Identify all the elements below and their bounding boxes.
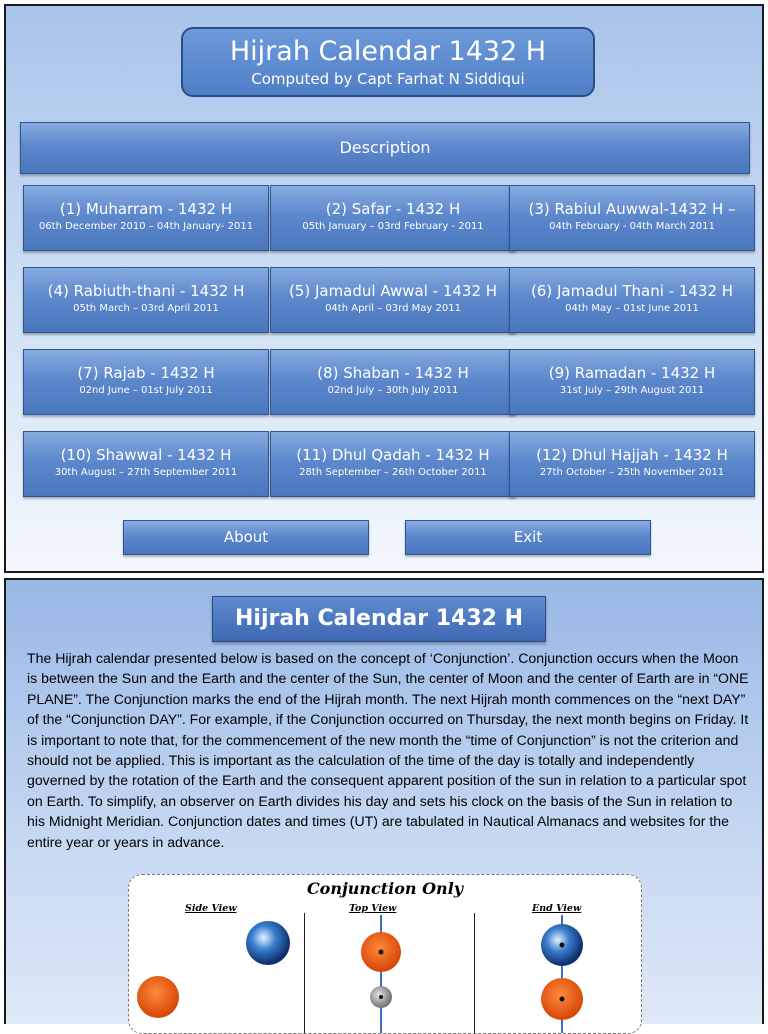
center-dot-icon	[560, 943, 565, 948]
month-name: (12) Dhul Hajjah - 1432 H	[536, 446, 728, 464]
end-view-label: End View	[532, 903, 582, 914]
month-dates: 06th December 2010 – 04th January- 2011	[38, 221, 254, 232]
month-button-ramadan[interactable]	[509, 349, 755, 415]
month-dates: 04th April – 03rd May 2011	[325, 303, 461, 314]
center-dot-icon	[379, 995, 383, 999]
month-button-rabiul-auwwal[interactable]	[509, 185, 755, 251]
center-dot-icon	[379, 950, 384, 955]
month-name: (1) Muharram - 1432 H	[59, 200, 233, 218]
month-name: (7) Rajab - 1432 H	[77, 364, 215, 382]
conjunction-diagram	[128, 874, 642, 1034]
exit-button[interactable]: Exit	[405, 520, 651, 555]
side-view-label: Side View	[185, 903, 237, 914]
month-dates: 31st July – 29th August 2011	[559, 385, 705, 396]
description-slide	[4, 578, 764, 1024]
month-name: (5) Jamadul Awwal - 1432 H	[288, 282, 498, 300]
month-dates: 28th September – 26th October 2011	[299, 467, 487, 478]
month-name: (6) Jamadul Thani - 1432 H	[530, 282, 734, 300]
month-button-rabiuth-thani[interactable]	[23, 267, 269, 333]
month-dates: 02nd July – 30th July 2011	[327, 385, 459, 396]
center-dot-icon	[560, 997, 565, 1002]
app-title: Hijrah Calendar 1432 H	[229, 36, 547, 67]
month-name: (9) Ramadan - 1432 H	[548, 364, 716, 382]
about-button[interactable]: About	[123, 520, 369, 555]
diagram-graphics	[129, 875, 642, 1034]
month-button-dhul-qadah[interactable]	[270, 431, 516, 497]
month-name: (3) Rabiul Auwwal-1432 H –	[528, 200, 736, 218]
month-button-jamadul-awwal[interactable]	[270, 267, 516, 333]
month-name: (8) Shaban - 1432 H	[317, 364, 469, 382]
sun-icon	[137, 976, 179, 1018]
month-dates: 02nd June – 01st July 2011	[79, 385, 213, 396]
month-button-dhul-hajjah[interactable]	[509, 431, 755, 497]
month-button-shaban[interactable]	[270, 349, 516, 415]
main-menu-slide	[4, 4, 764, 573]
description-title: Hijrah Calendar 1432 H	[212, 596, 546, 642]
month-button-muharram[interactable]	[23, 185, 269, 251]
top-view-label: Top View	[349, 903, 397, 914]
month-button-jamadul-thani[interactable]	[509, 267, 755, 333]
app-subtitle: Computed by Capt Farhat N Siddiqui	[251, 70, 525, 88]
month-name: (10) Shawwal - 1432 H	[60, 446, 232, 464]
description-button[interactable]: Description	[20, 122, 750, 174]
month-dates: 04th May – 01st June 2011	[565, 303, 699, 314]
month-name: (2) Safar - 1432 H	[325, 200, 461, 218]
earth-icon	[246, 921, 290, 965]
month-dates: 05th January – 03rd February - 2011	[302, 221, 484, 232]
title-banner	[181, 27, 595, 97]
month-dates: 05th March – 03rd April 2011	[73, 303, 219, 314]
month-dates: 30th August – 27th September 2011	[54, 467, 238, 478]
month-dates: 27th October – 25th November 2011	[539, 467, 725, 478]
month-name: (11) Dhul Qadah - 1432 H	[296, 446, 490, 464]
month-dates: 04th February - 04th March 2011	[549, 221, 715, 232]
month-button-shawwal[interactable]	[23, 431, 269, 497]
diagram-title: Conjunction Only	[306, 879, 464, 898]
description-paragraph: The Hijrah calendar presented below is based on the concept of ‘Conjunction’. Conjunction occurs when the Moon is between the Sun and the Earth and the center of the Sun, the center of Moon and the center of Earth are in “ONE PLANE”. The Conjunction marks the end of the Hijrah month. The next Hijrah month commences on the “next DAY” of the “Conjunction DAY”. For example, if the Conjunction occurred on Thursday, the next month begins on Friday. It is important to note that, for the commencement of the new month the “time of Conjunction” is not the criterion and should not be applied. This is important as the calculation of the time of the day is totally and independently governed by the rotation of the Earth and the consequent apparent position of the sun in relation to a particular spot on Earth. To simplify, an observer on Earth divides his day and sets his clock on the basis of the Sun in relation to his Midnight Meridian. Conjunction dates and times (UT) are tabulated in Nautical Almanacs and websites for the entire year or years in advance.	[27, 650, 749, 850]
month-button-rajab[interactable]	[23, 349, 269, 415]
month-name: (4) Rabiuth-thani - 1432 H	[47, 282, 245, 300]
month-button-safar[interactable]	[270, 185, 516, 251]
